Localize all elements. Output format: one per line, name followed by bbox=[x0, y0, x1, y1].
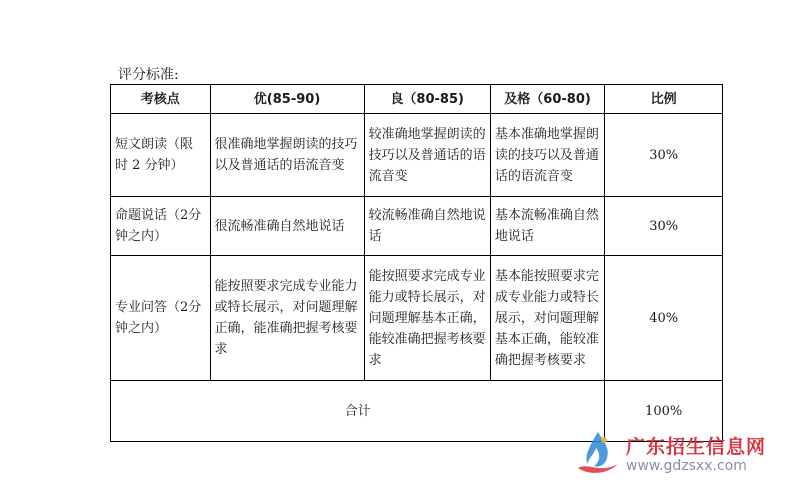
cell-good: 能按照要求完成专业能力或特长展示，对问题理解基本正确，能较准确把握考核要求 bbox=[364, 256, 490, 381]
flame-wave-logo-icon bbox=[574, 428, 622, 478]
header-row bbox=[111, 85, 723, 114]
cell-ratio: 30% bbox=[605, 114, 723, 197]
header-item: 考核点 bbox=[111, 85, 211, 114]
cell-item: 专业问答（2分钟之内） bbox=[111, 256, 211, 381]
table-row bbox=[111, 256, 723, 381]
header-pass: 及格（60-80) bbox=[490, 85, 604, 114]
watermark-url: www.gdzsxx.com bbox=[626, 458, 747, 474]
cell-ratio: 30% bbox=[605, 197, 723, 256]
table-row bbox=[111, 197, 723, 256]
cell-ratio: 40% bbox=[605, 256, 723, 381]
header-ratio: 比例 bbox=[605, 85, 723, 114]
caption: 评分标准: bbox=[118, 67, 179, 83]
watermark-title: 广东招生信息网 bbox=[626, 436, 767, 458]
cell-excellent: 很流畅准确自然地说话 bbox=[210, 197, 364, 256]
cell-item: 命题说话（2分钟之内） bbox=[111, 197, 211, 256]
total-ratio: 100% bbox=[605, 381, 723, 442]
cell-excellent: 能按照要求完成专业能力或特长展示，对问题理解正确，能准确把握考核要求 bbox=[210, 256, 364, 381]
table-row bbox=[111, 114, 723, 197]
scoring-table bbox=[110, 84, 723, 442]
cell-pass: 基本准确地掌握朗读的技巧以及普通话的语流音变 bbox=[490, 114, 604, 197]
total-label: 合计 bbox=[111, 381, 605, 442]
header-good: 良（80-85) bbox=[364, 85, 490, 114]
cell-good: 较流畅准确自然地说话 bbox=[364, 197, 490, 256]
header-excellent: 优(85-90) bbox=[210, 85, 364, 114]
cell-pass: 基本流畅准确自然地说话 bbox=[490, 197, 604, 256]
watermark bbox=[574, 428, 784, 480]
cell-excellent: 很准确地掌握朗读的技巧以及普通话的语流音变 bbox=[210, 114, 364, 197]
cell-good: 较准确地掌握朗读的技巧以及普通话的语流音变 bbox=[364, 114, 490, 197]
cell-item: 短文朗读（限时 2 分钟） bbox=[111, 114, 211, 197]
cell-pass: 基本能按照要求完成专业能力或特长展示，对问题理解基本正确，能较准确把握考核要求 bbox=[490, 256, 604, 381]
